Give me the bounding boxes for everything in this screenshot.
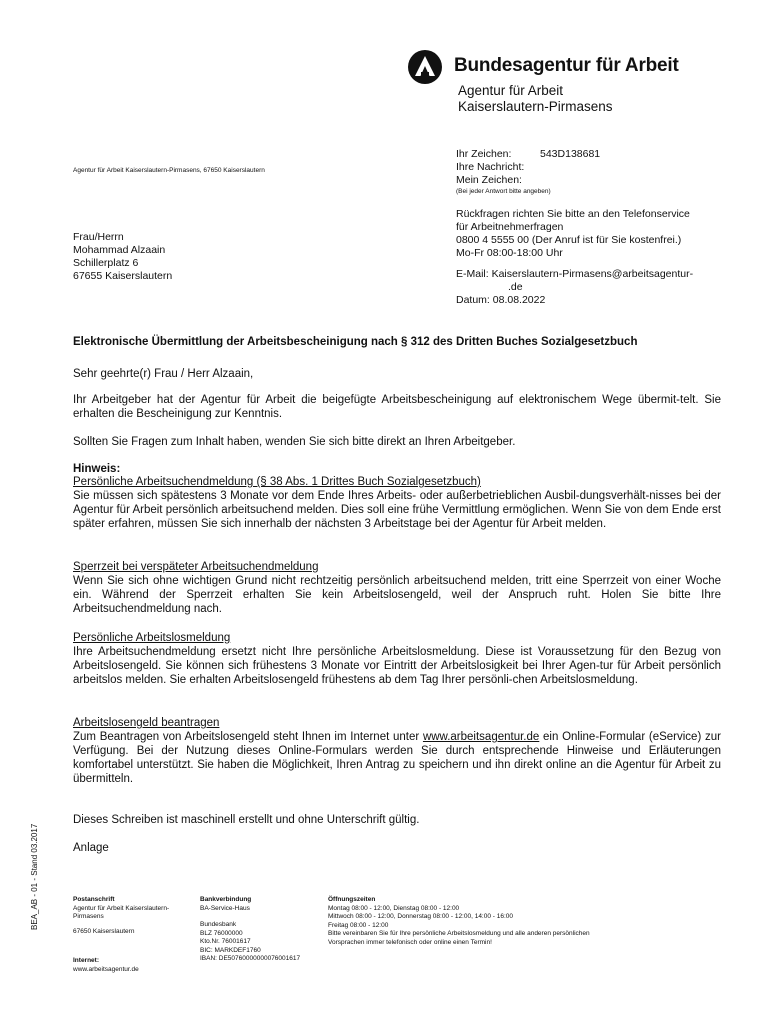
footer-label: Bankverbindung [200,896,252,903]
paragraph-1: Ihr Arbeitgeber hat der Agentur für Arbeit die beigefügte Arbeitsbescheinigung auf elektronischem Wege übermit-telt. Sie erhalten die Bescheinigung zur Kenntnis. [73,394,721,420]
section-sperrzeit [73,560,721,616]
ihr-zeichen-row [456,148,600,161]
agency-brand-name: Bundesagentur für Arbeit [454,55,679,76]
section-text: Wenn Sie sich ohne wichtigen Grund nicht rechtzeitig persönlich arbeitsuchend melden, tritt eine Sperrzeit von einer Woche ein. Während der Sperrzeit erhalten Sie kein Arbeitslosengeld, weil der Anspruch ruht. Holen Sie bitte Ihre Arbeitsuchendmeldung nach. [73,575,721,615]
hinweis-heading: Hinweis: [73,463,121,475]
section-heading: Persönliche Arbeitsuchendmeldung (§ 38 Abs. 1 Drittes Buch Sozialgesetzbuch) [73,476,481,488]
footer-line: Bitte vereinbaren Sie für Ihre persönliche Arbeitslosmeldung und alle anderen persönlichen [328,930,590,937]
date-value: 08.08.2022 [492,294,546,306]
section-heading: Arbeitslosengeld beantragen [73,717,220,729]
anlage-label: Anlage [73,842,109,854]
footer-line: IBAN: DE50760000000076001617 [200,955,301,962]
footer-line: BA-Service-Haus [200,904,250,912]
agency-office [458,83,613,115]
footer-line: Vorsprachen immer telefonisch oder online einen Termin! [328,938,492,946]
footer-line: BIC: MARKDEF1760 [200,946,261,954]
section-heading: Sperrzeit bei verspäteter Arbeitsuchendmeldung [73,561,319,573]
agency-header [408,50,748,120]
footer-line: Mittwoch 08:00 - 12:00, Donnerstag 08:00 - 12:00, 14:00 - 16:00 [328,913,514,920]
recipient-city: 67655 Kaiserslautern [73,270,173,282]
footer-line: Montag 08:00 - 12:00, Dienstag 08:00 - 12:00 [328,904,460,912]
footer-bank [200,896,300,964]
form-code-vertical: BEA_AB - 01 - Stand 03.2017 [30,823,39,930]
ihr-zeichen-label: Ihr Zeichen: [456,148,512,160]
email-value-cont[interactable]: .de [508,281,523,293]
office-line: Agentur für Arbeit [458,83,564,98]
email-value[interactable]: Kaiserslautern-Pirmasens@arbeitsagentur- [491,268,694,280]
footer-label: Postanschrift [73,896,115,903]
footer-label: Internet: [73,957,99,964]
reference-block [456,148,600,196]
section-text: Sie müssen sich spätestens 3 Monate vor dem Ende Ihres Arbeits- oder außerbetrieblichen Ausbil-dungsverhält-nisses bei der Agentur für Arbeit persönlich arbeitsuchend melden. Dies soll eine frühe Vermittlung ermöglichen. Wenn Sie von dem Ende erst später erfahren, müssen Sie sich innerhalb der nächsten 3 Arbeitstage bei der Agentur für Arbeit melden. [73,490,721,530]
section-arbeitslosengeld [73,716,721,786]
footer-line: 67650 Kaiserslautern [73,927,135,935]
closing-note: Dieses Schreiben ist maschinell erstellt und ohne Unterschrift gültig. [73,814,420,826]
footer-internet[interactable]: www.arbeitsagentur.de [73,965,139,973]
paragraph-2: Sollten Sie Fragen zum Inhalt haben, wenden Sie sich bitte direkt an Ihren Arbeitgeber. [73,436,516,448]
footer-line: Agentur für Arbeit Kaiserslautern- [73,904,170,912]
section-arbeitslosmeldung [73,631,721,687]
ihre-nachricht-label: Ihre Nachricht: [456,161,525,173]
arbeitsagentur-link[interactable]: www.arbeitsagentur.de [422,731,540,743]
ihr-zeichen-value: 543D138681 [540,148,601,160]
footer-hours [328,896,590,947]
section-text: Ihre Arbeitsuchendmeldung ersetzt nicht Ihre persönliche Arbeitslosmeldung. Diese ist Voraussetzung für den Bezug von Arbeitslosengeld. Sie können sich frühestens 3 Monate vor Eintritt der Arbeitslosigkeit bei Ihrer Agen-tur für Arbeit persönlich arbeitslos melden. Sie erhalten Arbeitslosengeld frühestens ab dem Tag Ihrer persönli-chen Arbeitslosmeldung. [73,646,721,686]
footer-label: Öffnungszeiten [328,896,376,903]
contact-line: für Arbeitnehmerfragen [456,221,564,233]
footer-line: Kto.Nr. 76001617 [200,938,251,945]
contact-block [456,208,726,307]
section-arbeitsuchendmeldung [73,475,721,531]
footer-line: Bundesbank [200,921,237,928]
contact-phone: 0800 4 5555 00 (Der Anruf ist für Sie kostenfrei.) [456,234,682,246]
date-row [456,294,726,307]
footer-line: BLZ 76000000 [200,929,243,937]
section-text-before: Zum Beantragen von Arbeitslosengeld steht Ihnen im Internet unter [73,731,423,743]
section-heading: Persönliche Arbeitslosmeldung [73,632,231,644]
footer-line: Freitag 08:00 - 12:00 [328,921,389,929]
footer-postal [73,896,169,974]
mein-zeichen-label: Mein Zeichen: [456,174,522,186]
footer-line: Pirmasens [73,913,104,920]
salutation: Sehr geehrte(r) Frau / Herr Alzaain, [73,368,254,380]
contact-email-row [456,268,726,281]
email-label: E-Mail: [456,268,489,280]
recipient-address [73,231,172,283]
recipient-name: Mohammad Alzaain [73,244,166,256]
recipient-street: Schillerplatz 6 [73,257,139,269]
sender-line: Agentur für Arbeit Kaiserslautern-Pirmasens, 67650 Kaiserslautern [73,167,265,174]
office-line: Kaiserslautern-Pirmasens [458,99,613,114]
agency-logo-icon [408,50,442,84]
contact-hours: Mo-Fr 08:00-18:00 Uhr [456,247,563,259]
reference-note: (Bei jeder Antwort bitte angeben) [456,188,551,195]
date-label: Datum: [456,294,490,306]
recipient-line: Frau/Herrn [73,231,124,243]
section-text-after: ein Online-Formular (eService) zur Verfügung. Bei der Nutzung dieses Online-Formulars werden Sie durch entsprechende Hinweise und Erläuterungen komfortabel unterstützt. Sie haben die Möglichkeit, Ihren Antrag zu speichern und ihn direkt online an die Agentur für Arbeit zu übermitteln. [73,731,721,785]
letter-subject: Elektronische Übermittlung der Arbeitsbescheinigung nach § 312 des Dritten Buches Sozialgesetzbuch [73,336,638,348]
contact-line: Rückfragen richten Sie bitte an den Telefonservice [456,208,690,220]
section-text [73,730,721,786]
